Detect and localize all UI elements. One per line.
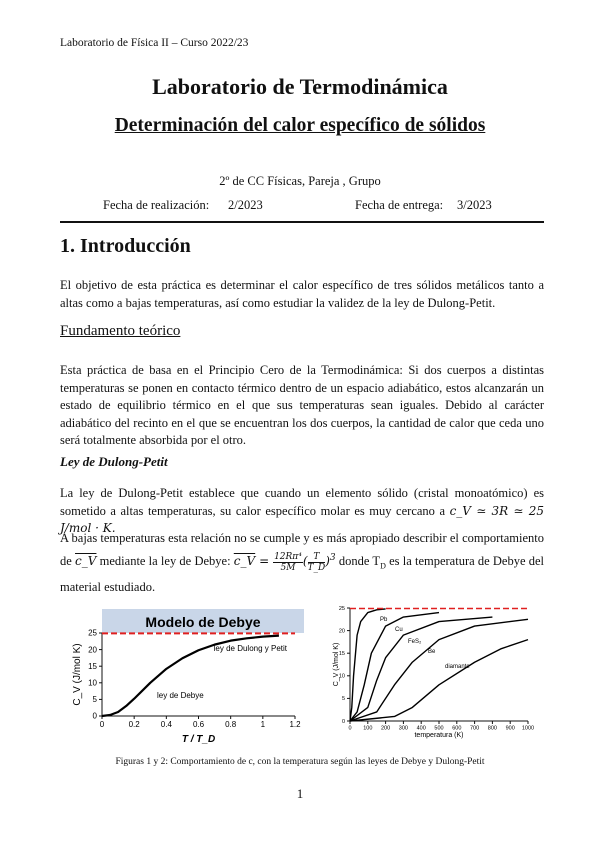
x-tick-label: 800	[487, 725, 497, 732]
banner-title: Modelo de Debye	[145, 614, 261, 630]
ratio-numerator: T	[308, 552, 326, 563]
label-be: Be	[428, 649, 436, 655]
y-tick-label: 15	[88, 661, 97, 671]
x-tick-label: 500	[434, 725, 444, 732]
series-pb	[350, 609, 386, 721]
x-tick-label: 300	[398, 725, 408, 732]
fraction-denominator: 5M	[280, 562, 296, 573]
y-tick-label: 25	[88, 628, 97, 638]
fecha-realizacion-value: 2/2023	[228, 198, 263, 212]
fecha-entrega-value: 3/2023	[457, 198, 492, 212]
debye-sub-d: D	[380, 561, 386, 571]
series-be	[350, 619, 528, 721]
x-tick-label: 0.2	[128, 720, 140, 729]
intro-paragraph: El objetivo de esta práctica es determinar el calor específico de tres sólidos metálicos tanto a altas como a bajas temperaturas, así como estudiar la validez de la ley de Dulong-Petit.	[60, 278, 544, 310]
x-tick-label: 0.6	[192, 720, 205, 729]
x-tick-label: 1.2	[289, 720, 301, 729]
x-tick-label: 1000	[521, 725, 535, 732]
y-axis-label: C_V (J/mol K)	[72, 643, 83, 706]
figure-materials-chart	[330, 603, 540, 750]
y-tick-label: 10	[338, 673, 345, 680]
label-dulong: ley de Dulong y Petit	[213, 644, 287, 653]
y-tick-label: 25	[338, 605, 345, 612]
x-tick-label: 600	[452, 725, 462, 732]
label-pb: Pb	[380, 617, 388, 623]
label-cu: Cu	[395, 627, 403, 633]
x-axis-label: T / T_D	[181, 734, 216, 745]
ratio-denominator: T_D	[307, 562, 326, 573]
y-tick-label: 0	[341, 718, 345, 725]
page-number: 1	[296, 786, 304, 801]
fraction-numerator: 12Rπ⁴	[274, 551, 302, 562]
x-tick-label: 0	[99, 720, 105, 729]
y-axis-label: C_V (J/mol K)	[333, 642, 340, 687]
debye-cv: c_V	[75, 554, 97, 569]
fundamento-heading: Fundamento teórico	[60, 323, 181, 339]
exponent: 3	[329, 553, 336, 563]
debye-text-b: mediante la ley de Debye:	[96, 554, 234, 569]
y-tick-label: 0	[92, 711, 97, 721]
x-tick-label: 400	[416, 725, 426, 732]
figure-debye-chart	[55, 603, 310, 750]
running-head: Laboratorio de Física II – Curso 2022/23	[60, 37, 249, 49]
debye-ratio	[308, 552, 326, 573]
group-line: 2º de CC Físicas, Pareja , Grupo	[219, 174, 381, 188]
y-tick-label: 15	[338, 651, 345, 658]
label-debye: ley de Debye	[157, 691, 204, 700]
series-fes-	[350, 617, 492, 721]
debye-text-d: es la temperatura de Debye del material estudiado.	[60, 554, 545, 594]
debye-cv-eq: c_V	[233, 554, 256, 569]
y-tick-label: 20	[88, 645, 97, 655]
y-tick-label: 10	[88, 678, 97, 688]
fundamento-paragraph: Esta práctica de basa en el Principio Cero de la Termodinámica: Si dos cuerpos a distintas temperaturas se ponen en contacto térmico dentro de un espacio adiabático, estos alcanzarán un estado de equilibrio térmico en el que sus temperaturas sean iguales. Debido al carácter adiabático del recinto en el que se encuentran los dos cuerpos, la cantidad de calor que ceda uno será totalmente absorbida por el otro.	[60, 363, 544, 447]
x-tick-label: 0	[348, 725, 352, 732]
page-title: Laboratorio de Termodinámica	[152, 74, 448, 99]
x-tick-label: 700	[470, 725, 480, 732]
figure-caption: Figuras 1 y 2: Comportamiento de c, con la temperatura según las leyes de Debye y Dulong-Petit	[115, 757, 485, 767]
header-rule	[60, 221, 544, 223]
dulong-formula: c_V ≃ 3R ≃ 25 J/mol · K.	[60, 503, 544, 535]
y-tick-label: 5	[92, 695, 97, 705]
fecha-entrega-label: Fecha de entrega:	[355, 198, 444, 212]
x-axis-label: temperatura (K)	[414, 732, 464, 739]
y-tick-label: 5	[341, 696, 345, 703]
dulong-heading: Ley de Dulong-Petit	[60, 454, 168, 469]
x-tick-label: 0.4	[160, 720, 172, 729]
debye-text-c: donde T	[335, 554, 381, 569]
debye-fraction	[273, 552, 303, 573]
x-tick-label: 900	[505, 725, 515, 732]
x-tick-label: 1	[260, 720, 266, 729]
page-subtitle: Determinación del calor específico de sólidos	[114, 115, 486, 136]
y-tick-label: 20	[338, 628, 345, 635]
section-heading: 1. Introducción	[60, 235, 191, 257]
x-tick-label: 200	[381, 725, 391, 732]
debye-text-a: A bajas temperaturas esta relación no se cumple y es más apropiado describir el comportamiento de	[60, 531, 544, 569]
dulong-text: La ley de Dulong-Petit establece que cuando un elemento sólido (cristal monoatómico) es sometido a altas temperaturas, su calor específico molar es muy cercano a	[60, 486, 544, 518]
x-tick-label: 0.8	[225, 720, 237, 729]
label-fes2: FeS₂	[408, 639, 422, 645]
x-tick-label: 100	[363, 725, 373, 732]
fecha-realizacion-label: Fecha de realización:	[103, 198, 210, 212]
label-diamante: diamante	[445, 664, 470, 670]
debye-paragraph: A bajas temperaturas esta relación no se cumple y es más apropiado describir el comportamiento de c_V mediante la ley de Debye: c_V = $\frac{\text{12Rπ⁴}}{5M}$ ( $\frac{T}{T\_D}$ )$^3$ donde $T_D$ es la temperatura de Debye del material estudiado.	[60, 531, 545, 594]
